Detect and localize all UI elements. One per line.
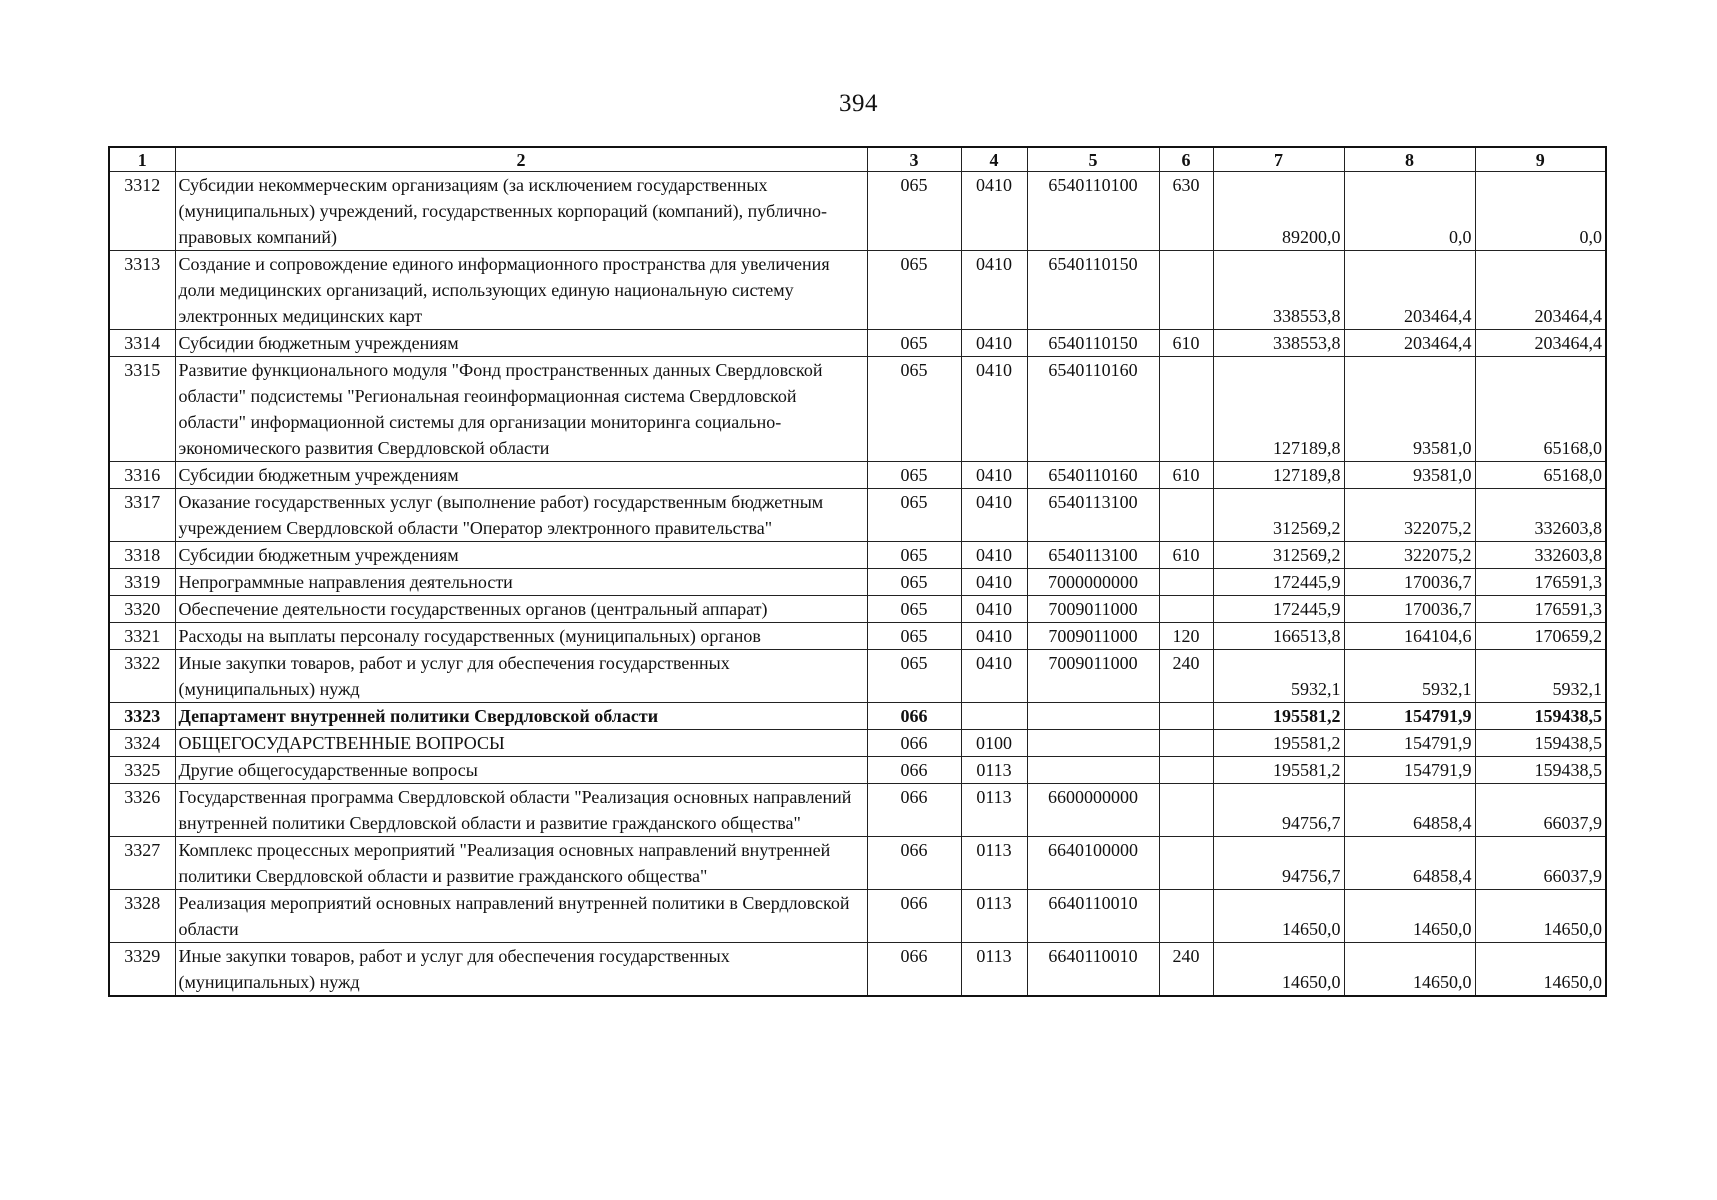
row-col-7-amount: 195581,2 xyxy=(1213,703,1344,730)
row-col-8-amount: 0,0 xyxy=(1344,172,1475,251)
row-col-6: 630 xyxy=(1159,172,1213,251)
row-col-6 xyxy=(1159,251,1213,330)
row-col-8-amount: 154791,9 xyxy=(1344,703,1475,730)
table-row xyxy=(109,596,1606,623)
header-col-8: 8 xyxy=(1344,147,1475,172)
row-col-9-amount: 170659,2 xyxy=(1475,623,1606,650)
row-col-7-amount: 94756,7 xyxy=(1213,837,1344,890)
row-col-3: 066 xyxy=(867,890,961,943)
row-col-7-amount: 172445,9 xyxy=(1213,569,1344,596)
row-col-4: 0410 xyxy=(961,569,1027,596)
table-row xyxy=(109,837,1606,890)
row-col-8-amount: 5932,1 xyxy=(1344,650,1475,703)
row-name: Оказание государственных услуг (выполнение работ) государственным бюджетным учреждением Свердловской области "Оператор электронного правительства" xyxy=(175,489,867,542)
row-number: 3314 xyxy=(109,330,175,357)
row-col-3: 065 xyxy=(867,330,961,357)
row-name: Комплекс процессных мероприятий "Реализация основных направлений внутренней политики Свердловской области и развитие гражданского общества" xyxy=(175,837,867,890)
row-col-6 xyxy=(1159,837,1213,890)
row-col-3: 065 xyxy=(867,172,961,251)
header-col-3: 3 xyxy=(867,147,961,172)
row-col-6: 120 xyxy=(1159,623,1213,650)
row-col-6 xyxy=(1159,757,1213,784)
row-col-6: 610 xyxy=(1159,462,1213,489)
row-number: 3315 xyxy=(109,357,175,462)
row-number: 3326 xyxy=(109,784,175,837)
row-col-8-amount: 93581,0 xyxy=(1344,462,1475,489)
table-row xyxy=(109,542,1606,569)
row-col-5: 6540110160 xyxy=(1027,462,1159,489)
row-number: 3324 xyxy=(109,730,175,757)
row-name: Государственная программа Свердловской области "Реализация основных направлений внутренней политики Свердловской области и развитие гражданского общества" xyxy=(175,784,867,837)
row-col-8-amount: 14650,0 xyxy=(1344,890,1475,943)
row-col-4: 0113 xyxy=(961,890,1027,943)
row-col-9-amount: 65168,0 xyxy=(1475,357,1606,462)
row-number: 3312 xyxy=(109,172,175,251)
row-name: Развитие функционального модуля "Фонд пространственных данных Свердловской области" подсистемы "Региональная геоинформационная система Свердловской области" информационной системы для организации мониторинга социально-экономического развития Свердловской области xyxy=(175,357,867,462)
row-col-4: 0113 xyxy=(961,837,1027,890)
row-col-8-amount: 203464,4 xyxy=(1344,251,1475,330)
row-col-5: 6540113100 xyxy=(1027,489,1159,542)
table-row xyxy=(109,703,1606,730)
row-col-8-amount: 203464,4 xyxy=(1344,330,1475,357)
row-col-3: 066 xyxy=(867,703,961,730)
row-col-7-amount: 195581,2 xyxy=(1213,757,1344,784)
row-col-6: 240 xyxy=(1159,650,1213,703)
row-col-3: 065 xyxy=(867,489,961,542)
table-row xyxy=(109,890,1606,943)
header-col-7: 7 xyxy=(1213,147,1344,172)
table-row xyxy=(109,569,1606,596)
table-row xyxy=(109,943,1606,997)
row-col-3: 066 xyxy=(867,730,961,757)
table-row xyxy=(109,357,1606,462)
row-col-5 xyxy=(1027,730,1159,757)
row-col-4: 0100 xyxy=(961,730,1027,757)
row-col-3: 065 xyxy=(867,569,961,596)
row-col-4: 0410 xyxy=(961,542,1027,569)
row-col-9-amount: 65168,0 xyxy=(1475,462,1606,489)
row-name: Субсидии бюджетным учреждениям xyxy=(175,330,867,357)
row-name: Другие общегосударственные вопросы xyxy=(175,757,867,784)
row-number: 3328 xyxy=(109,890,175,943)
header-col-5: 5 xyxy=(1027,147,1159,172)
row-number: 3316 xyxy=(109,462,175,489)
row-col-4: 0410 xyxy=(961,172,1027,251)
row-col-5: 7000000000 xyxy=(1027,569,1159,596)
row-col-6 xyxy=(1159,489,1213,542)
row-col-3: 065 xyxy=(867,462,961,489)
row-col-8-amount: 64858,4 xyxy=(1344,784,1475,837)
row-col-7-amount: 14650,0 xyxy=(1213,890,1344,943)
row-number: 3320 xyxy=(109,596,175,623)
table-row xyxy=(109,462,1606,489)
row-col-8-amount: 322075,2 xyxy=(1344,489,1475,542)
row-col-9-amount: 176591,3 xyxy=(1475,569,1606,596)
row-col-8-amount: 170036,7 xyxy=(1344,596,1475,623)
row-col-3: 065 xyxy=(867,357,961,462)
row-col-7-amount: 127189,8 xyxy=(1213,357,1344,462)
row-col-5: 6540110150 xyxy=(1027,251,1159,330)
table-row xyxy=(109,757,1606,784)
row-col-5: 6540110100 xyxy=(1027,172,1159,251)
row-col-7-amount: 166513,8 xyxy=(1213,623,1344,650)
row-col-4: 0410 xyxy=(961,596,1027,623)
row-col-7-amount: 172445,9 xyxy=(1213,596,1344,623)
row-col-6 xyxy=(1159,703,1213,730)
row-col-5: 6640100000 xyxy=(1027,837,1159,890)
row-col-8-amount: 164104,6 xyxy=(1344,623,1475,650)
row-col-7-amount: 338553,8 xyxy=(1213,251,1344,330)
row-col-9-amount: 0,0 xyxy=(1475,172,1606,251)
row-col-6 xyxy=(1159,784,1213,837)
row-number: 3321 xyxy=(109,623,175,650)
row-col-4 xyxy=(961,703,1027,730)
row-col-5: 7009011000 xyxy=(1027,650,1159,703)
row-col-7-amount: 195581,2 xyxy=(1213,730,1344,757)
row-col-4: 0410 xyxy=(961,330,1027,357)
row-col-7-amount: 127189,8 xyxy=(1213,462,1344,489)
row-col-3: 065 xyxy=(867,251,961,330)
row-name: Субсидии бюджетным учреждениям xyxy=(175,462,867,489)
row-col-6 xyxy=(1159,569,1213,596)
row-col-3: 066 xyxy=(867,757,961,784)
row-col-5: 6600000000 xyxy=(1027,784,1159,837)
header-col-2: 2 xyxy=(175,147,867,172)
row-name: ОБЩЕГОСУДАРСТВЕННЫЕ ВОПРОСЫ xyxy=(175,730,867,757)
row-col-5 xyxy=(1027,757,1159,784)
row-col-6 xyxy=(1159,730,1213,757)
row-name: Иные закупки товаров, работ и услуг для обеспечения государственных (муниципальных) нужд xyxy=(175,650,867,703)
row-col-9-amount: 159438,5 xyxy=(1475,703,1606,730)
row-number: 3325 xyxy=(109,757,175,784)
row-col-6 xyxy=(1159,596,1213,623)
row-col-7-amount: 312569,2 xyxy=(1213,489,1344,542)
row-number: 3323 xyxy=(109,703,175,730)
row-col-3: 066 xyxy=(867,837,961,890)
row-number: 3327 xyxy=(109,837,175,890)
row-col-7-amount: 14650,0 xyxy=(1213,943,1344,997)
row-col-8-amount: 93581,0 xyxy=(1344,357,1475,462)
row-name: Субсидии некоммерческим организациям (за исключением государственных (муниципальных) учреждений, государственных корпораций (компаний), публично-правовых компаний) xyxy=(175,172,867,251)
row-col-9-amount: 66037,9 xyxy=(1475,837,1606,890)
row-col-7-amount: 338553,8 xyxy=(1213,330,1344,357)
row-col-7-amount: 89200,0 xyxy=(1213,172,1344,251)
row-col-8-amount: 154791,9 xyxy=(1344,757,1475,784)
row-col-9-amount: 159438,5 xyxy=(1475,730,1606,757)
row-col-4: 0113 xyxy=(961,943,1027,997)
row-col-5: 6640110010 xyxy=(1027,890,1159,943)
row-col-3: 066 xyxy=(867,784,961,837)
row-col-6: 610 xyxy=(1159,542,1213,569)
row-col-4: 0410 xyxy=(961,623,1027,650)
row-name: Создание и сопровождение единого информационного пространства для увеличения доли медицинских организаций, использующих единую национальную систему электронных медицинских карт xyxy=(175,251,867,330)
table-row xyxy=(109,489,1606,542)
row-col-5: 6540113100 xyxy=(1027,542,1159,569)
row-col-7-amount: 94756,7 xyxy=(1213,784,1344,837)
header-col-4: 4 xyxy=(961,147,1027,172)
row-col-4: 0410 xyxy=(961,650,1027,703)
row-col-7-amount: 312569,2 xyxy=(1213,542,1344,569)
row-col-8-amount: 154791,9 xyxy=(1344,730,1475,757)
row-col-6 xyxy=(1159,890,1213,943)
row-number: 3318 xyxy=(109,542,175,569)
row-col-8-amount: 322075,2 xyxy=(1344,542,1475,569)
row-col-4: 0410 xyxy=(961,357,1027,462)
row-name: Субсидии бюджетным учреждениям xyxy=(175,542,867,569)
row-col-4: 0113 xyxy=(961,757,1027,784)
row-col-6: 610 xyxy=(1159,330,1213,357)
row-col-5 xyxy=(1027,703,1159,730)
row-name: Иные закупки товаров, работ и услуг для обеспечения государственных (муниципальных) нужд xyxy=(175,943,867,997)
row-col-4: 0410 xyxy=(961,489,1027,542)
table-row xyxy=(109,784,1606,837)
row-name: Департамент внутренней политики Свердловской области xyxy=(175,703,867,730)
row-col-4: 0410 xyxy=(961,251,1027,330)
row-col-6 xyxy=(1159,357,1213,462)
header-row xyxy=(109,147,1606,172)
row-col-9-amount: 14650,0 xyxy=(1475,890,1606,943)
row-col-5: 7009011000 xyxy=(1027,596,1159,623)
table-row xyxy=(109,251,1606,330)
row-col-9-amount: 332603,8 xyxy=(1475,489,1606,542)
row-col-3: 065 xyxy=(867,650,961,703)
row-col-9-amount: 66037,9 xyxy=(1475,784,1606,837)
row-col-8-amount: 170036,7 xyxy=(1344,569,1475,596)
row-col-5: 6540110150 xyxy=(1027,330,1159,357)
row-number: 3322 xyxy=(109,650,175,703)
row-col-9-amount: 332603,8 xyxy=(1475,542,1606,569)
table-row xyxy=(109,172,1606,251)
row-number: 3317 xyxy=(109,489,175,542)
table-row xyxy=(109,730,1606,757)
row-col-8-amount: 64858,4 xyxy=(1344,837,1475,890)
row-col-3: 065 xyxy=(867,596,961,623)
header-col-1: 1 xyxy=(109,147,175,172)
header-col-6: 6 xyxy=(1159,147,1213,172)
row-col-3: 066 xyxy=(867,943,961,997)
table-row xyxy=(109,650,1606,703)
row-col-5: 6540110160 xyxy=(1027,357,1159,462)
row-col-5: 6640110010 xyxy=(1027,943,1159,997)
row-col-4: 0410 xyxy=(961,462,1027,489)
row-col-3: 065 xyxy=(867,542,961,569)
table-row xyxy=(109,330,1606,357)
budget-table xyxy=(108,146,1607,997)
row-col-9-amount: 14650,0 xyxy=(1475,943,1606,997)
row-col-9-amount: 159438,5 xyxy=(1475,757,1606,784)
row-col-9-amount: 176591,3 xyxy=(1475,596,1606,623)
row-name: Обеспечение деятельности государственных органов (центральный аппарат) xyxy=(175,596,867,623)
page-number: 394 xyxy=(839,90,878,117)
table-row xyxy=(109,623,1606,650)
row-col-3: 065 xyxy=(867,623,961,650)
row-name: Расходы на выплаты персоналу государственных (муниципальных) органов xyxy=(175,623,867,650)
row-number: 3329 xyxy=(109,943,175,997)
row-col-6: 240 xyxy=(1159,943,1213,997)
row-name: Непрограммные направления деятельности xyxy=(175,569,867,596)
row-number: 3313 xyxy=(109,251,175,330)
row-col-7-amount: 5932,1 xyxy=(1213,650,1344,703)
header-col-9: 9 xyxy=(1475,147,1606,172)
table-body xyxy=(109,172,1606,997)
row-col-8-amount: 14650,0 xyxy=(1344,943,1475,997)
row-col-4: 0113 xyxy=(961,784,1027,837)
row-col-5: 7009011000 xyxy=(1027,623,1159,650)
row-col-9-amount: 203464,4 xyxy=(1475,330,1606,357)
row-col-9-amount: 203464,4 xyxy=(1475,251,1606,330)
row-name: Реализация мероприятий основных направлений внутренней политики в Свердловской области xyxy=(175,890,867,943)
row-number: 3319 xyxy=(109,569,175,596)
row-col-9-amount: 5932,1 xyxy=(1475,650,1606,703)
